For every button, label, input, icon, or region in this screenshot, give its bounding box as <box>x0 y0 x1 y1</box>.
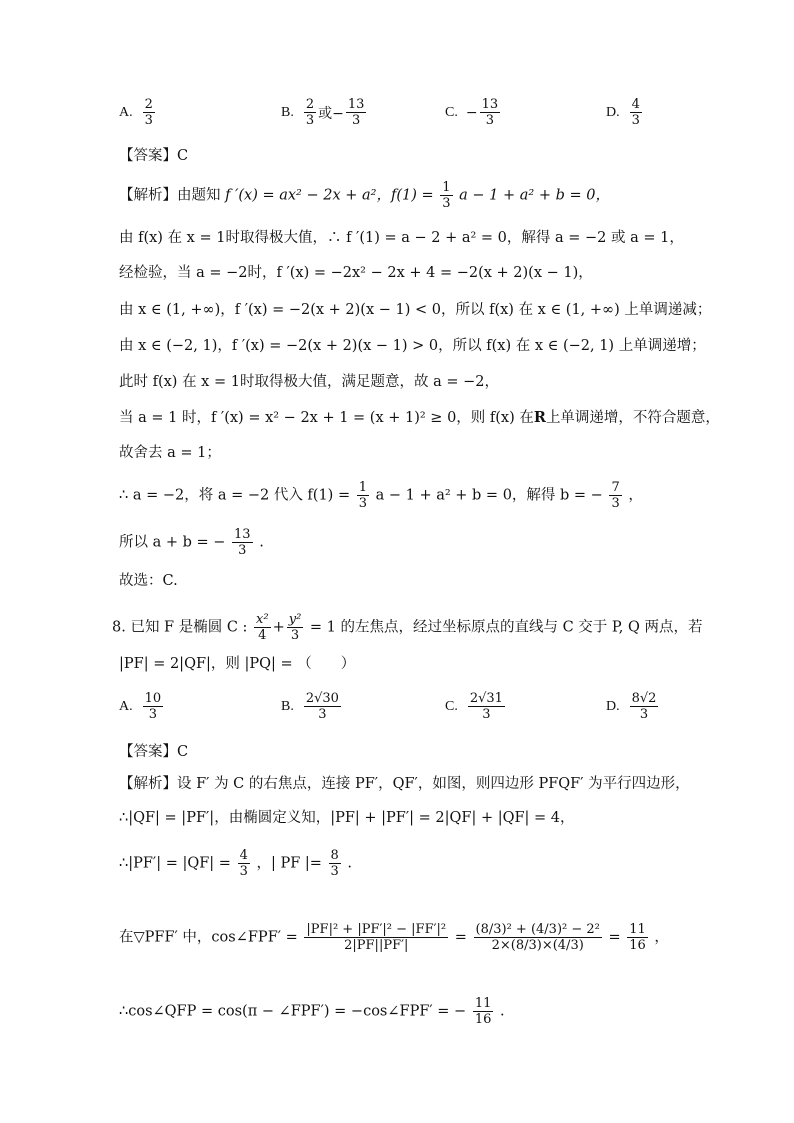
fraction: $\frac{4}{3}$ <box>239 848 248 879</box>
q8-question-line-1: 8. 已知 F 是椭圆 C : $\frac{\text{x²}}{4}$ + $\frac{\text{y²}}{3}$ = 1 的左焦点，经过坐标原点的直线与 C 交于 P, Q 两点，若 <box>112 612 703 643</box>
fraction: $\frac{7}{3}$ <box>611 480 620 511</box>
choice-b: B. $\frac{2}{3}$ 或− $\frac{13}{3}$ <box>281 97 365 128</box>
fraction: $\frac{2√30}{3}$ <box>305 691 339 722</box>
q7-solution-line-7: 当 a = 1 时，f ′(x) = x² − 2x + 1 = (x + 1)² ≥ 0，则 f(x) 在R上单调递增，不符合题意， <box>119 409 720 426</box>
q7-choices <box>119 97 679 141</box>
fraction: $\frac{1}{3}$ <box>442 180 451 211</box>
q7-solution-line-1: 【解析】由题知 f ′(x) = ax² − 2x + a²，f(1) = $\frac{1}{3}$ a − 1 + a² + b = 0， <box>119 180 610 211</box>
q7-solution-line-8: 故舍去 a = 1； <box>119 445 221 461</box>
fraction: $\frac{\text{x²}}{4}$ <box>256 612 269 643</box>
fraction: $\frac{\text{(8/3)² + (4/3)² − 2²}}{2\times(8/3)\times(4/3)}$ <box>475 922 600 953</box>
q7-solution-line-4: 由 x ∈ (1, +∞)，f ′(x) = −2(x + 2)(x − 1) < 0，所以 f(x) 在 x ∈ (1, +∞) 上单调递减； <box>119 302 712 318</box>
q8-solution-line-1: 【解析】设 F′ 为 C 的右焦点，连接 PF′，QF′，如图，则四边形 PFQF′ 为平行四边形， <box>119 776 690 792</box>
q8-solution-line-2: ∴|QF| = |PF′|，由椭圆定义知，|PF| + |PF′| = 2|QF| + |QF| = 4， <box>119 810 575 826</box>
fraction: $\frac{2}{3}$ <box>305 97 315 128</box>
q8-choices <box>119 691 679 735</box>
q7-solution-line-2: 由 f(x) 在 x = 1时取得极大值，∴ f ′(1) = a − 2 + a² = 0，解得 a = −2 或 a = 1， <box>119 230 684 246</box>
fraction: $\frac{\text{y²}}{3}$ <box>288 612 302 643</box>
fraction: $\frac{11}{16}$ <box>629 922 646 953</box>
fraction: $\frac{10}{3}$ <box>144 691 162 722</box>
fraction: $\frac{13}{3}$ <box>481 97 499 128</box>
choice-c: C. $\frac{2√31}{3}$ <box>445 691 503 722</box>
choice-d: D. $\frac{4}{3}$ <box>606 97 640 128</box>
fraction: $\frac{1}{3}$ <box>358 480 367 511</box>
fraction: $\frac{8√2}{3}$ <box>631 691 657 722</box>
fraction: $\frac{13}{3}$ <box>347 97 365 128</box>
q8-question-line-2: |PF| = 2|QF|，则 |PQ| = （ ） <box>119 656 356 672</box>
choice-a: A. $\frac{2}{3}$ <box>119 97 153 128</box>
choice-b: B. $\frac{2√30}{3}$ <box>281 691 339 722</box>
choice-a: A. $\frac{10}{3}$ <box>119 691 162 722</box>
q8-solution-line-4: 在▽PFF′ 中，cos∠FPF′ = $\frac{\text{|PF|² + |PF′|² − |FF′|²}}{2|PF||PF'|}$ = $\frac{\text{(8/3)² + (4/3)² − 2²}}{2\times(8/3)\times(4/3)}$ = $\frac{11}{16}$ ， <box>119 922 669 953</box>
choice-c: C. − $\frac{13}{3}$ <box>445 97 499 128</box>
q7-answer: 【答案】C <box>119 148 189 164</box>
fraction: $\frac{2}{3}$ <box>144 97 153 128</box>
q7-solution-line-3: 经检验，当 a = −2时，f ′(x) = −2x² − 2x + 4 = −2(x + 2)(x − 1)， <box>119 265 593 281</box>
q8-solution-line-5: ∴cos∠QFP = cos(π − ∠FPF′) = −cos∠FPF′ = − $\frac{11}{16}$ . <box>119 996 505 1027</box>
q8-answer: 【答案】C <box>119 744 189 760</box>
q7-solution-line-5: 由 x ∈ (−2, 1)，f ′(x) = −2(x + 2)(x − 1) > 0，所以 f(x) 在 x ∈ (−2, 1) 上单调递增； <box>119 338 706 354</box>
fraction: $\frac{11}{16}$ <box>474 996 492 1027</box>
fraction: $\frac{\text{|PF|² + |PF′|² − |FF′|²}}{2|PF||PF'|}$ <box>306 922 447 953</box>
q8-solution-line-3: ∴|PF′| = |QF| = $\frac{4}{3}$ ，| PF |= $\frac{8}{3}$ . <box>119 848 353 879</box>
fraction: $\frac{2√31}{3}$ <box>469 691 503 722</box>
fraction: $\frac{8}{3}$ <box>330 848 339 879</box>
q7-solution-line-6: 此时 f(x) 在 x = 1时取得极大值，满足题意，故 a = −2， <box>119 374 499 390</box>
q7-solution-line-9: ∴ a = −2，将 a = −2 代入 f(1) = $\frac{1}{3}$ a − 1 + a² + b = 0，解得 b = − $\frac{7}{3}$ ， <box>119 480 643 511</box>
choice-d: D. $\frac{8√2}{3}$ <box>606 691 657 722</box>
q7-solution-line-10: 所以 a + b = − $\frac{13}{3}$ . <box>119 527 264 558</box>
fraction: $\frac{13}{3}$ <box>234 527 251 558</box>
q7-solution-line-11: 故选：C. <box>119 573 178 589</box>
fraction: $\frac{4}{3}$ <box>631 97 640 128</box>
